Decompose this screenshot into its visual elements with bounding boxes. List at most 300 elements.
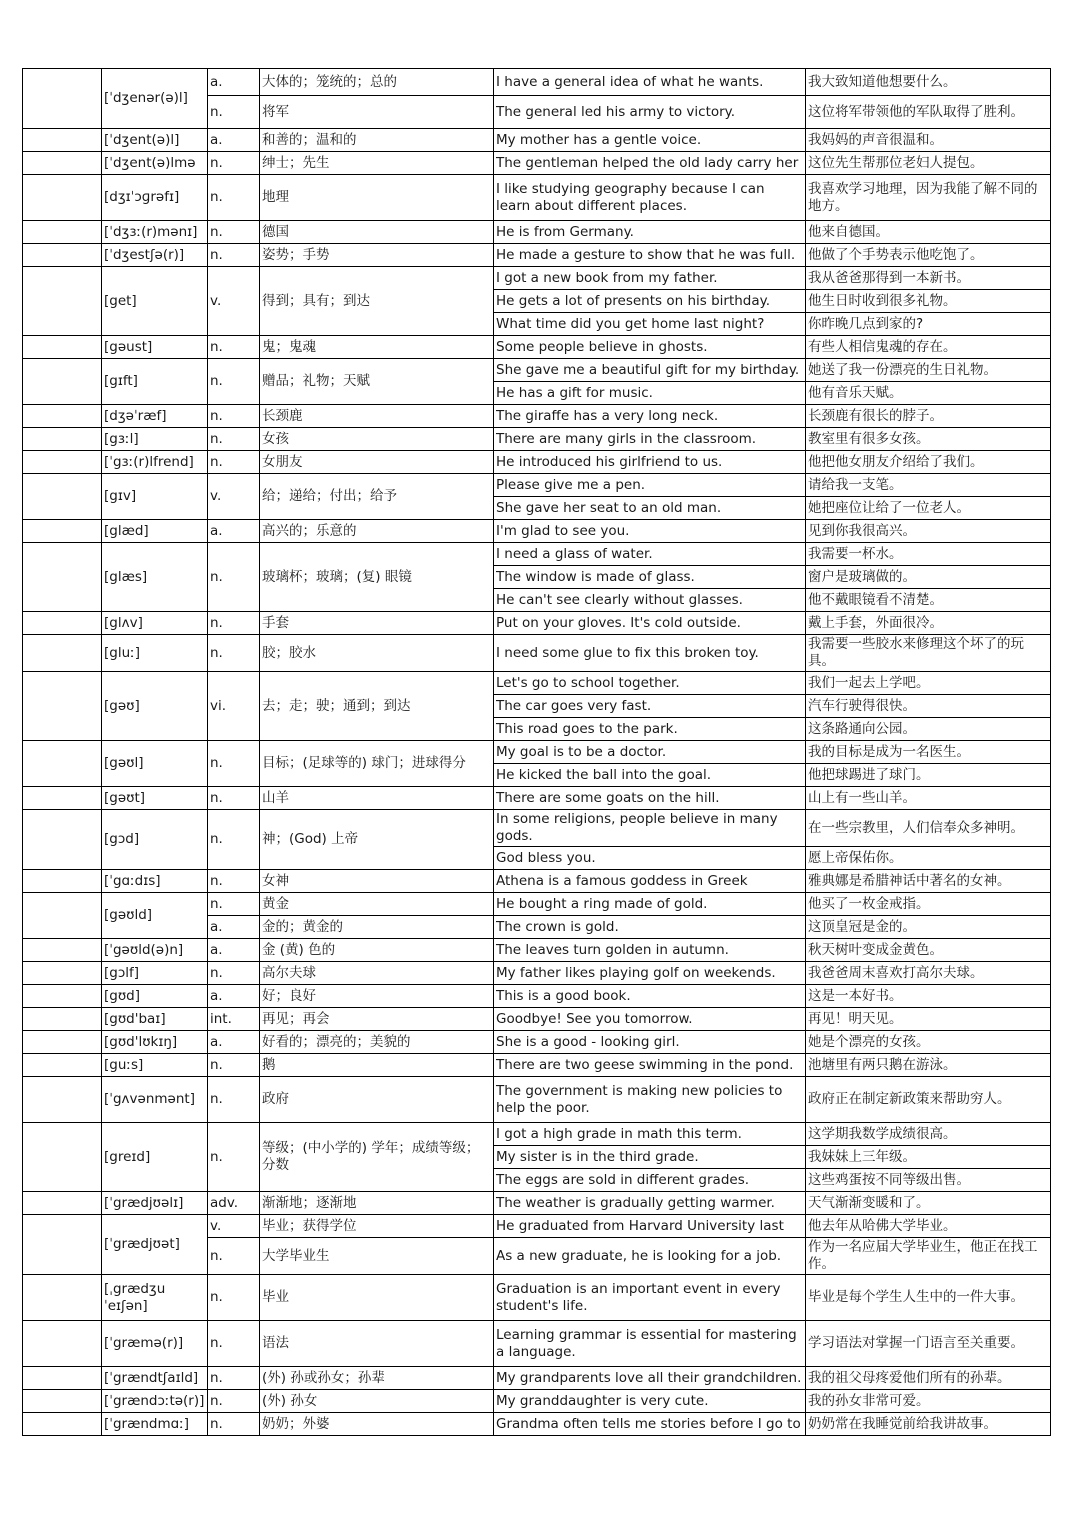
table-row bbox=[23, 962, 1051, 985]
table-row bbox=[23, 810, 1051, 847]
part-of-speech-cell: n. bbox=[208, 870, 260, 893]
pronunciation-cell: [ˈdʒɜː(r)mənɪ] bbox=[102, 221, 208, 244]
example-sentence-cell: I got a high grade in math this term. bbox=[494, 1123, 806, 1146]
word-cell bbox=[23, 612, 102, 635]
table-row bbox=[23, 1077, 1051, 1123]
meaning-cell: 渐渐地；逐渐地 bbox=[260, 1192, 494, 1215]
word-cell bbox=[23, 870, 102, 893]
part-of-speech-cell: a. bbox=[208, 985, 260, 1008]
pronunciation-cell: [glæd] bbox=[102, 520, 208, 543]
pronunciation-cell: [gɔlf] bbox=[102, 962, 208, 985]
word-cell bbox=[23, 1123, 102, 1192]
translation-cell: 这顶皇冠是金的。 bbox=[806, 916, 1051, 939]
word-cell bbox=[23, 1008, 102, 1031]
table-row bbox=[23, 635, 1051, 672]
table-row bbox=[23, 1367, 1051, 1390]
meaning-cell: 绅士；先生 bbox=[260, 152, 494, 175]
pronunciation-cell: [gluː] bbox=[102, 635, 208, 672]
word-cell bbox=[23, 1192, 102, 1215]
word-cell bbox=[23, 267, 102, 336]
word-cell bbox=[23, 1413, 102, 1436]
table-row bbox=[23, 129, 1051, 152]
pronunciation-cell: [ˈgrædjʊət] bbox=[102, 1215, 208, 1275]
translation-cell: 见到你我很高兴。 bbox=[806, 520, 1051, 543]
meaning-cell: 手套 bbox=[260, 612, 494, 635]
part-of-speech-cell: n. bbox=[208, 428, 260, 451]
word-cell bbox=[23, 741, 102, 787]
meaning-cell: 目标；(足球等的) 球门；进球得分 bbox=[260, 741, 494, 787]
translation-cell: 毕业是每个学生人生中的一件大事。 bbox=[806, 1275, 1051, 1321]
part-of-speech-cell: n. bbox=[208, 405, 260, 428]
example-sentence-cell: I need some glue to fix this broken toy. bbox=[494, 635, 806, 672]
part-of-speech-cell: n. bbox=[208, 1077, 260, 1123]
word-cell bbox=[23, 1077, 102, 1123]
example-sentence-cell: My granddaughter is very cute. bbox=[494, 1390, 806, 1413]
example-sentence-cell: I have a general idea of what he wants. bbox=[494, 69, 806, 96]
translation-cell: 这些鸡蛋按不同等级出售。 bbox=[806, 1169, 1051, 1192]
table-row bbox=[23, 612, 1051, 635]
word-cell bbox=[23, 672, 102, 741]
part-of-speech-cell: n. bbox=[208, 451, 260, 474]
part-of-speech-cell: n. bbox=[208, 336, 260, 359]
pronunciation-cell: [gʊd] bbox=[102, 985, 208, 1008]
part-of-speech-cell: v. bbox=[208, 1215, 260, 1238]
example-sentence-cell: The government is making new policies to help the poor. bbox=[494, 1077, 806, 1123]
word-cell bbox=[23, 1321, 102, 1367]
table-row bbox=[23, 985, 1051, 1008]
translation-cell: 我的祖父母疼爱他们所有的孙辈。 bbox=[806, 1367, 1051, 1390]
example-sentence-cell: He introduced his girlfriend to us. bbox=[494, 451, 806, 474]
pronunciation-cell: [gəʊl] bbox=[102, 741, 208, 787]
pronunciation-cell: [ˈgrændtʃaɪld] bbox=[102, 1367, 208, 1390]
translation-cell: 愿上帝保佑你。 bbox=[806, 847, 1051, 870]
meaning-cell: 好；良好 bbox=[260, 985, 494, 1008]
pronunciation-cell: [gʊd'baɪ] bbox=[102, 1008, 208, 1031]
part-of-speech-cell: n. bbox=[208, 244, 260, 267]
translation-cell: 山上有一些山羊。 bbox=[806, 787, 1051, 810]
word-cell bbox=[23, 520, 102, 543]
translation-cell: 奶奶常在我睡觉前给我讲故事。 bbox=[806, 1413, 1051, 1436]
translation-cell: 他去年从哈佛大学毕业。 bbox=[806, 1215, 1051, 1238]
word-cell bbox=[23, 129, 102, 152]
vocabulary-table bbox=[22, 68, 1051, 1436]
pronunciation-cell: [gəʊld] bbox=[102, 893, 208, 939]
part-of-speech-cell: n. bbox=[208, 96, 260, 129]
word-cell bbox=[23, 543, 102, 612]
meaning-cell: 给；递给；付出；给予 bbox=[260, 474, 494, 520]
vocabulary-table-body bbox=[23, 69, 1051, 1436]
translation-cell: 他生日时收到很多礼物。 bbox=[806, 290, 1051, 313]
translation-cell: 我大致知道他想要什么。 bbox=[806, 69, 1051, 96]
example-sentence-cell: This is a good book. bbox=[494, 985, 806, 1008]
table-row bbox=[23, 1054, 1051, 1077]
pronunciation-cell: [glæs] bbox=[102, 543, 208, 612]
table-row bbox=[23, 1123, 1051, 1146]
translation-cell: 你昨晚几点到家的? bbox=[806, 313, 1051, 336]
translation-cell: 作为一名应届大学毕业生，他正在找工作。 bbox=[806, 1238, 1051, 1275]
table-row bbox=[23, 1008, 1051, 1031]
word-cell bbox=[23, 1054, 102, 1077]
example-sentence-cell: Grandma often tells me stories before I go to bbox=[494, 1413, 806, 1436]
example-sentence-cell: There are many girls in the classroom. bbox=[494, 428, 806, 451]
translation-cell: 窗户是玻璃做的。 bbox=[806, 566, 1051, 589]
example-sentence-cell: Goodbye! See you tomorrow. bbox=[494, 1008, 806, 1031]
part-of-speech-cell: n. bbox=[208, 893, 260, 916]
translation-cell: 我爸爸周末喜欢打高尔夫球。 bbox=[806, 962, 1051, 985]
word-cell bbox=[23, 1390, 102, 1413]
example-sentence-cell: My mother has a gentle voice. bbox=[494, 129, 806, 152]
translation-cell: 教室里有很多女孩。 bbox=[806, 428, 1051, 451]
part-of-speech-cell: n. bbox=[208, 1367, 260, 1390]
translation-cell: 他做了个手势表示他吃饱了。 bbox=[806, 244, 1051, 267]
translation-cell: 汽车行驶得很快。 bbox=[806, 695, 1051, 718]
pronunciation-cell: [gɪft] bbox=[102, 359, 208, 405]
meaning-cell: (外) 孙女 bbox=[260, 1390, 494, 1413]
example-sentence-cell: He bought a ring made of gold. bbox=[494, 893, 806, 916]
example-sentence-cell: I like studying geography because I can learn about different places. bbox=[494, 175, 806, 221]
word-cell bbox=[23, 152, 102, 175]
translation-cell: 政府正在制定新政策来帮助穷人。 bbox=[806, 1077, 1051, 1123]
word-cell bbox=[23, 405, 102, 428]
pronunciation-cell: [gəʊ] bbox=[102, 672, 208, 741]
pronunciation-cell: [gɔd] bbox=[102, 810, 208, 870]
translation-cell: 我的孙女非常可爱。 bbox=[806, 1390, 1051, 1413]
translation-cell: 再见！明天见。 bbox=[806, 1008, 1051, 1031]
part-of-speech-cell: n. bbox=[208, 1238, 260, 1275]
meaning-cell: 毕业 bbox=[260, 1275, 494, 1321]
part-of-speech-cell: a. bbox=[208, 1031, 260, 1054]
table-row bbox=[23, 741, 1051, 764]
table-row bbox=[23, 175, 1051, 221]
word-cell bbox=[23, 221, 102, 244]
example-sentence-cell: Graduation is an important event in every student's life. bbox=[494, 1275, 806, 1321]
translation-cell: 这位先生帮那位老妇人提包。 bbox=[806, 152, 1051, 175]
example-sentence-cell: She gave me a beautiful gift for my birthday. bbox=[494, 359, 806, 382]
pronunciation-cell: [gəʊt] bbox=[102, 787, 208, 810]
example-sentence-cell: He is from Germany. bbox=[494, 221, 806, 244]
meaning-cell: 鹅 bbox=[260, 1054, 494, 1077]
table-row bbox=[23, 405, 1051, 428]
pronunciation-cell: [gəust] bbox=[102, 336, 208, 359]
part-of-speech-cell: n. bbox=[208, 741, 260, 787]
translation-cell: 我妹妹上三年级。 bbox=[806, 1146, 1051, 1169]
example-sentence-cell: He has a gift for music. bbox=[494, 382, 806, 405]
word-cell bbox=[23, 1275, 102, 1321]
part-of-speech-cell: a. bbox=[208, 69, 260, 96]
word-cell bbox=[23, 244, 102, 267]
part-of-speech-cell: n. bbox=[208, 152, 260, 175]
translation-cell: 我需要一些胶水来修理这个坏了的玩具。 bbox=[806, 635, 1051, 672]
example-sentence-cell: My sister is in the third grade. bbox=[494, 1146, 806, 1169]
example-sentence-cell: As a new graduate, he is looking for a job. bbox=[494, 1238, 806, 1275]
meaning-cell: 去；走；驶；通到；到达 bbox=[260, 672, 494, 741]
pronunciation-cell: [ˌgrædʒuˈeɪʃən] bbox=[102, 1275, 208, 1321]
table-row bbox=[23, 474, 1051, 497]
translation-cell: 他把球踢进了球门。 bbox=[806, 764, 1051, 787]
example-sentence-cell: There are some goats on the hill. bbox=[494, 787, 806, 810]
table-row bbox=[23, 1275, 1051, 1321]
part-of-speech-cell: n. bbox=[208, 1321, 260, 1367]
example-sentence-cell: He kicked the ball into the goal. bbox=[494, 764, 806, 787]
part-of-speech-cell: a. bbox=[208, 129, 260, 152]
meaning-cell: 金的；黄金的 bbox=[260, 916, 494, 939]
table-row bbox=[23, 152, 1051, 175]
word-cell bbox=[23, 474, 102, 520]
translation-cell: 她是个漂亮的女孩。 bbox=[806, 1031, 1051, 1054]
example-sentence-cell: I need a glass of water. bbox=[494, 543, 806, 566]
part-of-speech-cell: n. bbox=[208, 635, 260, 672]
meaning-cell: 得到；具有；到达 bbox=[260, 267, 494, 336]
example-sentence-cell: The window is made of glass. bbox=[494, 566, 806, 589]
meaning-cell: 金 (黄) 色的 bbox=[260, 939, 494, 962]
meaning-cell: 等级；(中小学的) 学年；成绩等级；分数 bbox=[260, 1123, 494, 1192]
word-cell bbox=[23, 893, 102, 939]
word-cell bbox=[23, 1367, 102, 1390]
example-sentence-cell: My grandparents love all their grandchildren. bbox=[494, 1367, 806, 1390]
table-row bbox=[23, 267, 1051, 290]
example-sentence-cell: He graduated from Harvard University last bbox=[494, 1215, 806, 1238]
pronunciation-cell: [ˈgɑːdɪs] bbox=[102, 870, 208, 893]
example-sentence-cell: In some religions, people believe in many gods. bbox=[494, 810, 806, 847]
part-of-speech-cell: n. bbox=[208, 175, 260, 221]
meaning-cell: 女孩 bbox=[260, 428, 494, 451]
meaning-cell: 大体的；笼统的；总的 bbox=[260, 69, 494, 96]
part-of-speech-cell: a. bbox=[208, 520, 260, 543]
meaning-cell: 和善的；温和的 bbox=[260, 129, 494, 152]
translation-cell: 这位将军带领他的军队取得了胜利。 bbox=[806, 96, 1051, 129]
word-cell bbox=[23, 1031, 102, 1054]
word-cell bbox=[23, 810, 102, 870]
part-of-speech-cell: vi. bbox=[208, 672, 260, 741]
pronunciation-cell: [ˈdʒent(ə)l] bbox=[102, 129, 208, 152]
example-sentence-cell: Athena is a famous goddess in Greek bbox=[494, 870, 806, 893]
example-sentence-cell: The gentleman helped the old lady carry her bbox=[494, 152, 806, 175]
table-row bbox=[23, 1215, 1051, 1238]
table-row bbox=[23, 939, 1051, 962]
example-sentence-cell: The leaves turn golden in autumn. bbox=[494, 939, 806, 962]
translation-cell: 雅典娜是希腊神话中著名的女神。 bbox=[806, 870, 1051, 893]
part-of-speech-cell: v. bbox=[208, 474, 260, 520]
part-of-speech-cell: a. bbox=[208, 939, 260, 962]
translation-cell: 池塘里有两只鹅在游泳。 bbox=[806, 1054, 1051, 1077]
translation-cell: 我喜欢学习地理，因为我能了解不同的地方。 bbox=[806, 175, 1051, 221]
example-sentence-cell: My father likes playing golf on weekends. bbox=[494, 962, 806, 985]
meaning-cell: 山羊 bbox=[260, 787, 494, 810]
pronunciation-cell: [ˈdʒestʃə(r)] bbox=[102, 244, 208, 267]
translation-cell: 她送了我一份漂亮的生日礼物。 bbox=[806, 359, 1051, 382]
part-of-speech-cell: n. bbox=[208, 787, 260, 810]
pronunciation-cell: [gɪv] bbox=[102, 474, 208, 520]
pronunciation-cell: [ˈgrændɔːtə(r)] bbox=[102, 1390, 208, 1413]
table-row bbox=[23, 428, 1051, 451]
translation-cell: 长颈鹿有很长的脖子。 bbox=[806, 405, 1051, 428]
example-sentence-cell: This road goes to the park. bbox=[494, 718, 806, 741]
table-row bbox=[23, 870, 1051, 893]
pronunciation-cell: [ˈgrædjʊəlɪ] bbox=[102, 1192, 208, 1215]
meaning-cell: 再见；再会 bbox=[260, 1008, 494, 1031]
table-row bbox=[23, 221, 1051, 244]
pronunciation-cell: [ˈgəʊld(ə)n] bbox=[102, 939, 208, 962]
table-row bbox=[23, 520, 1051, 543]
translation-cell: 我妈妈的声音很温和。 bbox=[806, 129, 1051, 152]
translation-cell: 他买了一枚金戒指。 bbox=[806, 893, 1051, 916]
pronunciation-cell: [dʒɪˈɔɡrəfɪ] bbox=[102, 175, 208, 221]
translation-cell: 学习语法对掌握一门语言至关重要。 bbox=[806, 1321, 1051, 1367]
translation-cell: 我的目标是成为一名医生。 bbox=[806, 741, 1051, 764]
example-sentence-cell: The eggs are sold in different grades. bbox=[494, 1169, 806, 1192]
table-row bbox=[23, 451, 1051, 474]
word-cell bbox=[23, 451, 102, 474]
word-cell bbox=[23, 428, 102, 451]
meaning-cell: 德国 bbox=[260, 221, 494, 244]
meaning-cell: (外) 孙或孙女；孙辈 bbox=[260, 1367, 494, 1390]
table-row bbox=[23, 1192, 1051, 1215]
meaning-cell: 毕业；获得学位 bbox=[260, 1215, 494, 1238]
part-of-speech-cell: n. bbox=[208, 1275, 260, 1321]
word-cell bbox=[23, 962, 102, 985]
translation-cell: 我从爸爸那得到一本新书。 bbox=[806, 267, 1051, 290]
pronunciation-cell: [ˈgræmə(r)] bbox=[102, 1321, 208, 1367]
example-sentence-cell: Put on your gloves. It's cold outside. bbox=[494, 612, 806, 635]
meaning-cell: 女朋友 bbox=[260, 451, 494, 474]
translation-cell: 我需要一杯水。 bbox=[806, 543, 1051, 566]
meaning-cell: 玻璃杯；玻璃；(复) 眼镜 bbox=[260, 543, 494, 612]
pronunciation-cell: [ˈgrændmɑː] bbox=[102, 1413, 208, 1436]
translation-cell: 戴上手套，外面很冷。 bbox=[806, 612, 1051, 635]
word-cell bbox=[23, 939, 102, 962]
example-sentence-cell: God bless you. bbox=[494, 847, 806, 870]
translation-cell: 这条路通向公园。 bbox=[806, 718, 1051, 741]
pronunciation-cell: [gɜːl] bbox=[102, 428, 208, 451]
part-of-speech-cell: n. bbox=[208, 612, 260, 635]
word-cell bbox=[23, 985, 102, 1008]
example-sentence-cell: Learning grammar is essential for mastering a language. bbox=[494, 1321, 806, 1367]
meaning-cell: 政府 bbox=[260, 1077, 494, 1123]
meaning-cell: 高尔夫球 bbox=[260, 962, 494, 985]
part-of-speech-cell: n. bbox=[208, 1390, 260, 1413]
table-row bbox=[23, 1031, 1051, 1054]
translation-cell: 这学期我数学成绩很高。 bbox=[806, 1123, 1051, 1146]
part-of-speech-cell: n. bbox=[208, 1413, 260, 1436]
meaning-cell: 将军 bbox=[260, 96, 494, 129]
translation-cell: 他不戴眼镜看不清楚。 bbox=[806, 589, 1051, 612]
pronunciation-cell: [glʌv] bbox=[102, 612, 208, 635]
table-row bbox=[23, 359, 1051, 382]
table-row bbox=[23, 672, 1051, 695]
meaning-cell: 赠品；礼物；天赋 bbox=[260, 359, 494, 405]
example-sentence-cell: Let's go to school together. bbox=[494, 672, 806, 695]
example-sentence-cell: The weather is gradually getting warmer. bbox=[494, 1192, 806, 1215]
meaning-cell: 鬼；鬼魂 bbox=[260, 336, 494, 359]
example-sentence-cell: The car goes very fast. bbox=[494, 695, 806, 718]
meaning-cell: 奶奶；外婆 bbox=[260, 1413, 494, 1436]
table-row bbox=[23, 543, 1051, 566]
translation-cell: 秋天树叶变成金黄色。 bbox=[806, 939, 1051, 962]
example-sentence-cell: Please give me a pen. bbox=[494, 474, 806, 497]
table-row bbox=[23, 893, 1051, 916]
table-row bbox=[23, 1390, 1051, 1413]
translation-cell: 他来自德国。 bbox=[806, 221, 1051, 244]
meaning-cell: 黄金 bbox=[260, 893, 494, 916]
pronunciation-cell: [ˈdʒent(ə)lmə bbox=[102, 152, 208, 175]
part-of-speech-cell: n. bbox=[208, 962, 260, 985]
part-of-speech-cell: v. bbox=[208, 267, 260, 336]
meaning-cell: 神；(God) 上帝 bbox=[260, 810, 494, 870]
part-of-speech-cell: a. bbox=[208, 916, 260, 939]
example-sentence-cell: I'm glad to see you. bbox=[494, 520, 806, 543]
table-row bbox=[23, 787, 1051, 810]
word-cell bbox=[23, 787, 102, 810]
example-sentence-cell: There are two geese swimming in the pond. bbox=[494, 1054, 806, 1077]
translation-cell: 在一些宗教里，人们信奉众多神明。 bbox=[806, 810, 1051, 847]
pronunciation-cell: [ˈgɜː(r)lfrend] bbox=[102, 451, 208, 474]
part-of-speech-cell: n. bbox=[208, 221, 260, 244]
example-sentence-cell: He gets a lot of presents on his birthday. bbox=[494, 290, 806, 313]
word-cell bbox=[23, 635, 102, 672]
example-sentence-cell: The giraffe has a very long neck. bbox=[494, 405, 806, 428]
example-sentence-cell: He made a gesture to show that he was full. bbox=[494, 244, 806, 267]
part-of-speech-cell: n. bbox=[208, 810, 260, 870]
translation-cell: 她把座位让给了一位老人。 bbox=[806, 497, 1051, 520]
pronunciation-cell: [gʊd'lʊkɪŋ] bbox=[102, 1031, 208, 1054]
part-of-speech-cell: n. bbox=[208, 1123, 260, 1192]
meaning-cell: 女神 bbox=[260, 870, 494, 893]
translation-cell: 他有音乐天赋。 bbox=[806, 382, 1051, 405]
table-row bbox=[23, 69, 1051, 96]
part-of-speech-cell: n. bbox=[208, 543, 260, 612]
table-row bbox=[23, 336, 1051, 359]
part-of-speech-cell: adv. bbox=[208, 1192, 260, 1215]
table-row bbox=[23, 1413, 1051, 1436]
translation-cell: 请给我一支笔。 bbox=[806, 474, 1051, 497]
translation-cell: 天气渐渐变暖和了。 bbox=[806, 1192, 1051, 1215]
translation-cell: 这是一本好书。 bbox=[806, 985, 1051, 1008]
pronunciation-cell: [ˈdʒenər(ə)l] bbox=[102, 69, 208, 129]
pronunciation-cell: [greɪd] bbox=[102, 1123, 208, 1192]
word-cell bbox=[23, 336, 102, 359]
translation-cell: 我们一起去上学吧。 bbox=[806, 672, 1051, 695]
table-row bbox=[23, 244, 1051, 267]
part-of-speech-cell: n. bbox=[208, 359, 260, 405]
example-sentence-cell: The crown is gold. bbox=[494, 916, 806, 939]
pronunciation-cell: [ˈgʌvənmənt] bbox=[102, 1077, 208, 1123]
word-cell bbox=[23, 175, 102, 221]
example-sentence-cell: She gave her seat to an old man. bbox=[494, 497, 806, 520]
meaning-cell: 姿势；手势 bbox=[260, 244, 494, 267]
part-of-speech-cell: int. bbox=[208, 1008, 260, 1031]
example-sentence-cell: The general led his army to victory. bbox=[494, 96, 806, 129]
example-sentence-cell: I got a new book from my father. bbox=[494, 267, 806, 290]
example-sentence-cell: My goal is to be a doctor. bbox=[494, 741, 806, 764]
table-row bbox=[23, 1321, 1051, 1367]
example-sentence-cell: She is a good - looking girl. bbox=[494, 1031, 806, 1054]
pronunciation-cell: [guːs] bbox=[102, 1054, 208, 1077]
meaning-cell: 长颈鹿 bbox=[260, 405, 494, 428]
word-cell bbox=[23, 359, 102, 405]
meaning-cell: 地理 bbox=[260, 175, 494, 221]
translation-cell: 他把他女朋友介绍给了我们。 bbox=[806, 451, 1051, 474]
word-cell bbox=[23, 69, 102, 129]
meaning-cell: 高兴的；乐意的 bbox=[260, 520, 494, 543]
pronunciation-cell: [dʒəˈræf] bbox=[102, 405, 208, 428]
meaning-cell: 大学毕业生 bbox=[260, 1238, 494, 1275]
pronunciation-cell: [get] bbox=[102, 267, 208, 336]
example-sentence-cell: He can't see clearly without glasses. bbox=[494, 589, 806, 612]
meaning-cell: 语法 bbox=[260, 1321, 494, 1367]
meaning-cell: 好看的；漂亮的；美貌的 bbox=[260, 1031, 494, 1054]
example-sentence-cell: What time did you get home last night? bbox=[494, 313, 806, 336]
meaning-cell: 胶；胶水 bbox=[260, 635, 494, 672]
